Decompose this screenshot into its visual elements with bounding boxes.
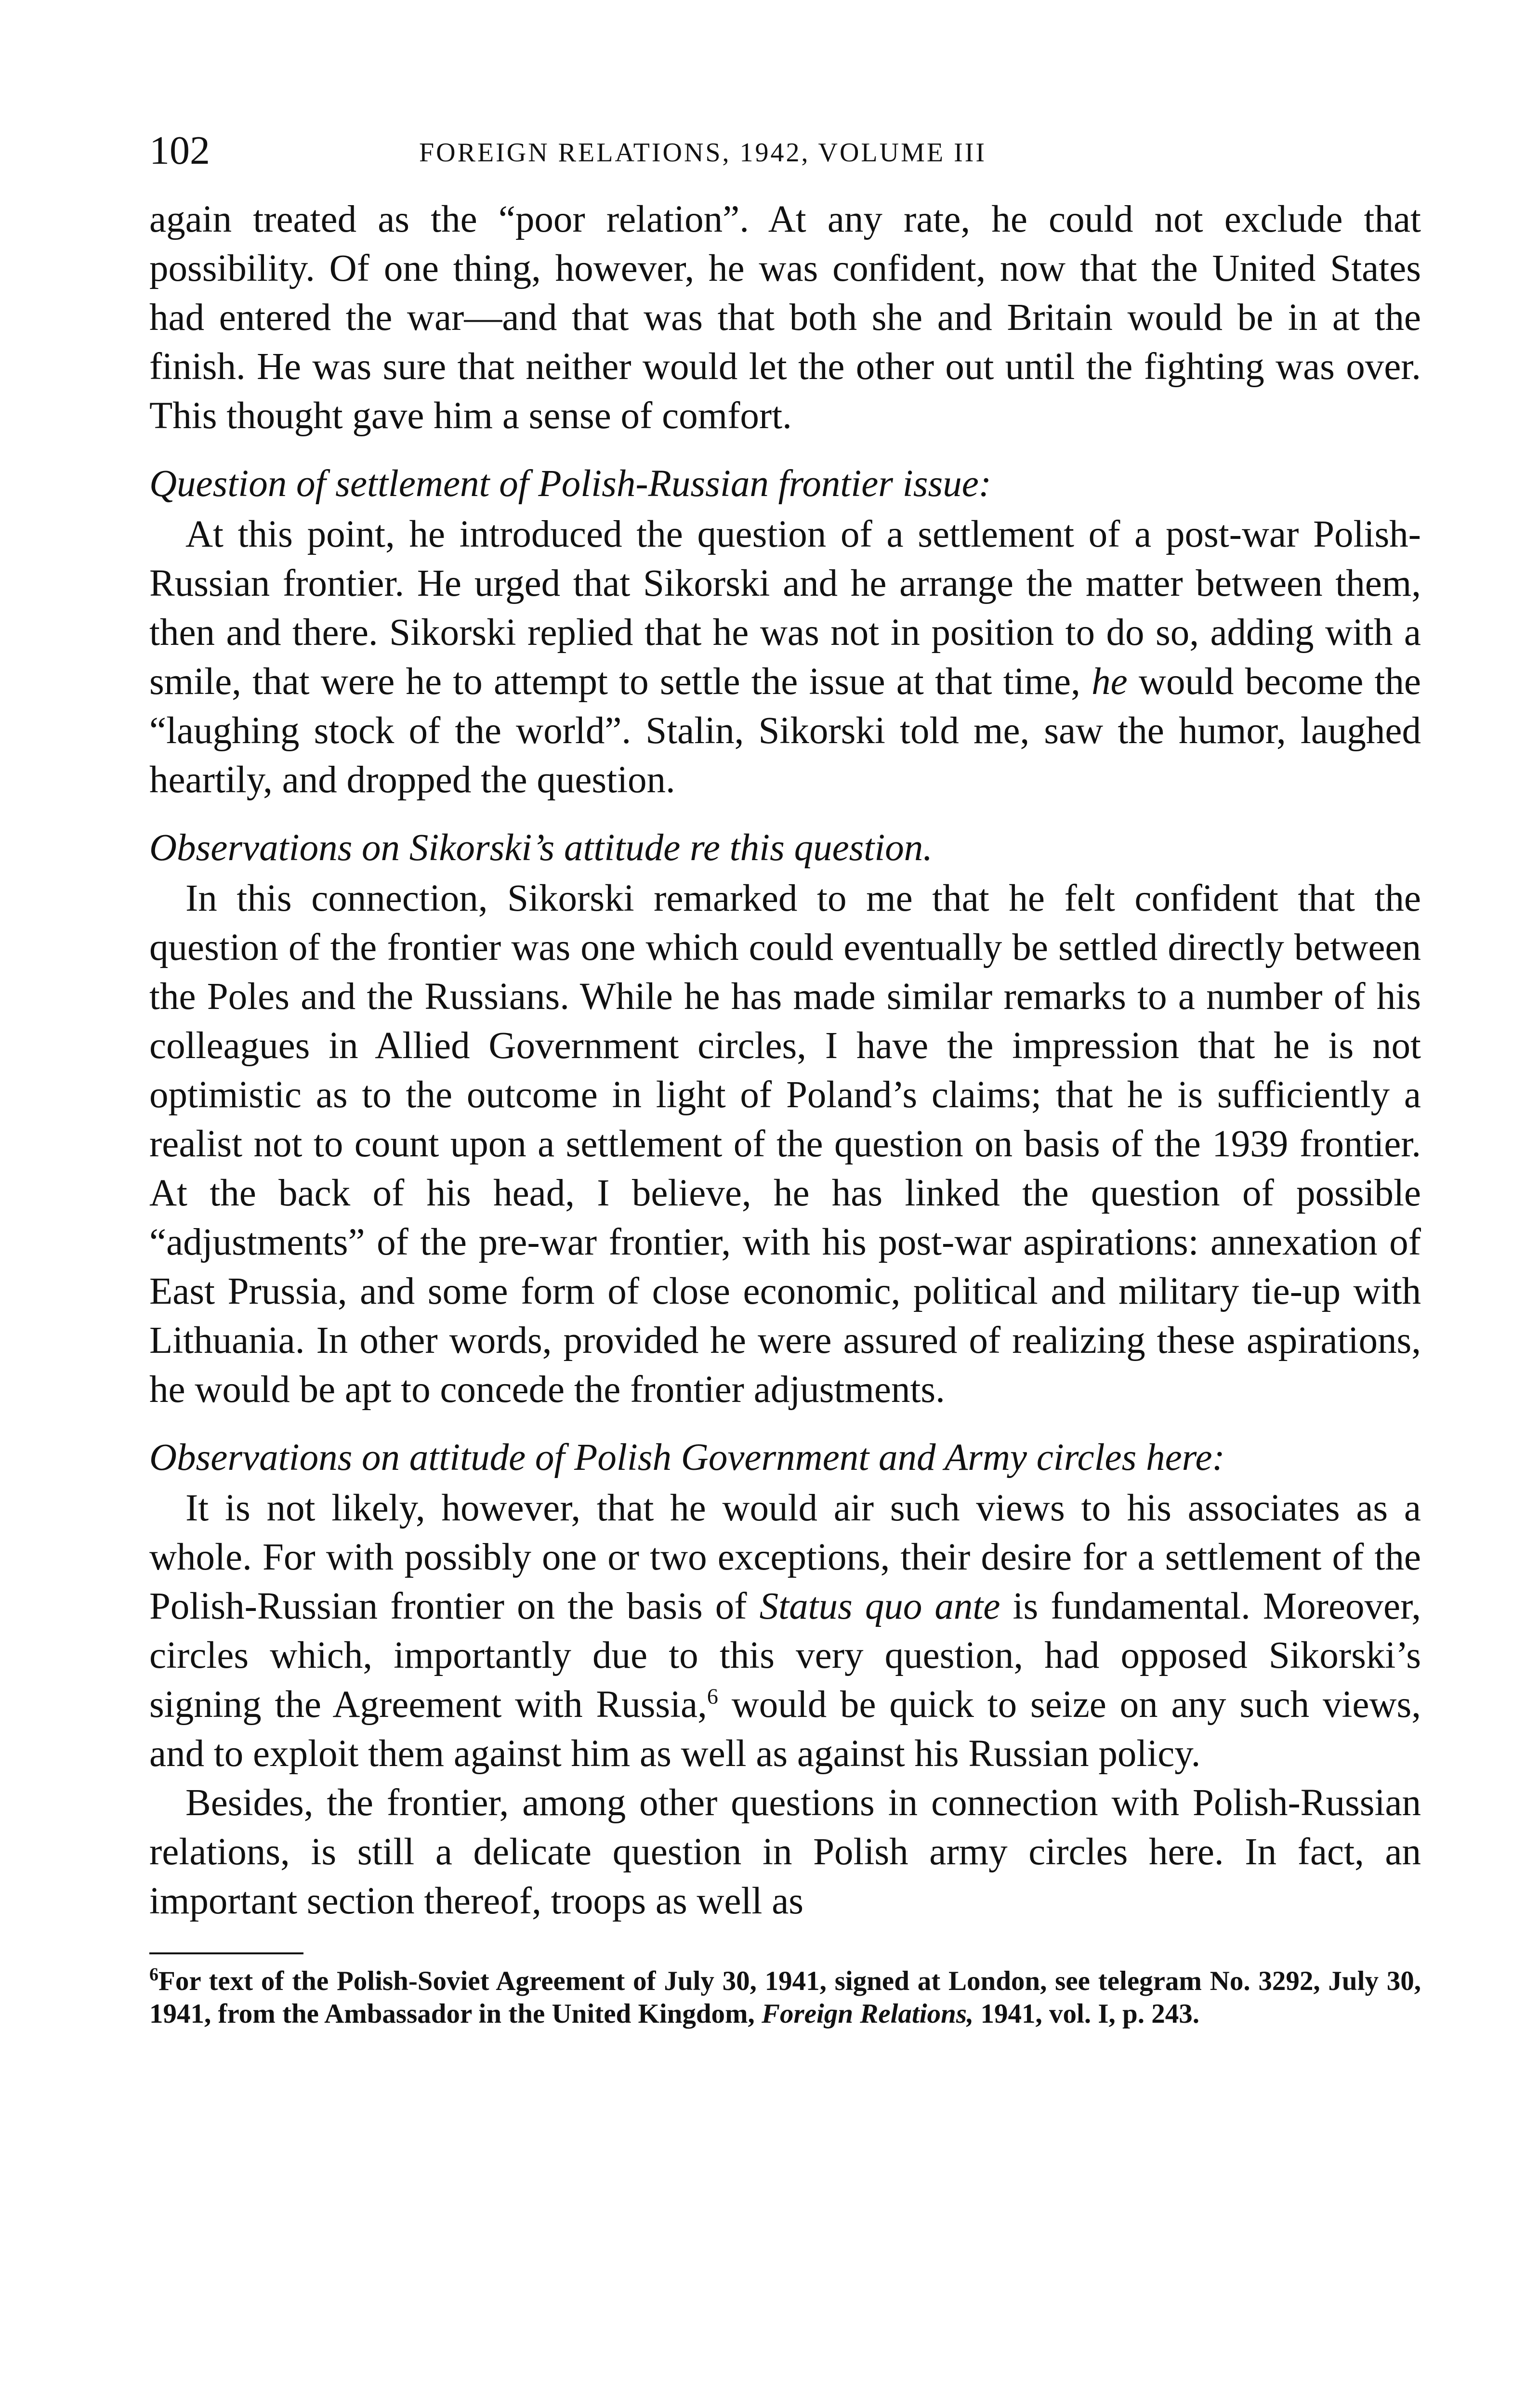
- footnote-italic-title: Foreign Relations,: [762, 1999, 974, 2029]
- document-page: [149, 123, 1421, 2030]
- page-number: 102: [149, 128, 210, 173]
- paragraph-text: It is not likely, however, that he would air such views to his associates as a whole. For with possibly one or two exceptions, their desire for a settlement of the Polish-Russian frontier on the basis of: [149, 1487, 1421, 1627]
- paragraph-text: At this point, he introduced the question of a settlement of a post-war Polish-Russian frontier. He urged that Sikorski and he arrange the matter between them, then and there. Sikorski replied that he was not in position to do so, adding with a smile, that were he to attempt to settle the issue at that time,: [149, 513, 1421, 703]
- footnote-divider: [149, 1952, 303, 1954]
- footnote-marker: 6: [149, 1964, 158, 1985]
- body-paragraph-3: In this connection, Sikorski remarked to me that he felt confident that the question of the frontier was one which could eventually be settled directly between the Poles and the Russians. While he has made similar remarks to a number of his colleagues in Allied Government circles, I have the impression that he is not optimistic as to the outcome in light of Poland’s claims; that he is sufficiently a realist not to count upon a settlement of the question on basis of the 1939 frontier. At the back of his head, I believe, he has linked the question of possible “adjustments” of the pre-war frontier, with his post-war aspirations: annexation of East Prussia, and some form of close economic, political and military tie-up with Lithuania. In other words, provided he were assured of realizing these aspirations, he would be apt to concede the frontier adjustments.: [149, 877, 1421, 1411]
- paragraph-text: is fundamental. Moreover, circles which, importantly due to this very question, had opposed Sikorski’s signing the Agreement with Russia,: [149, 1585, 1421, 1726]
- body-paragraph-2: [149, 510, 1421, 805]
- body-paragraph-4: [149, 1484, 1421, 1779]
- italic-latin-phrase: Status quo ante: [759, 1585, 1000, 1627]
- side-heading-frontier-settlement: Question of settlement of Polish-Russian frontier issue:: [149, 463, 992, 505]
- footnote-text: 1941, vol. I, p. 243.: [980, 1999, 1199, 2029]
- footnote-6: [149, 1965, 1421, 2030]
- running-title: FOREIGN RELATIONS, 1942, VOLUME III: [419, 138, 987, 168]
- italic-emphasis: he: [1092, 661, 1128, 703]
- footnote-text: For text of the Polish-Soviet Agreement of July 30, 1941, signed at London, see telegram No. 3292, July 30, 1941, from the Ambassador in the United Kingdom,: [149, 1966, 1421, 2029]
- body-paragraph-5: Besides, the frontier, among other questions in connection with Polish-Russian relations, is still a delicate question in Polish army circles here. In fact, an important section thereof, troops as well as: [149, 1782, 1421, 1922]
- paragraph-text: would be quick to seize on any such views, and to exploit them against him as well as against his Russian policy.: [149, 1684, 1421, 1775]
- paragraph-text: would become the “laughing stock of the world”. Stalin, Sikorski told me, saw the humor, laughed heartily, and dropped the question.: [149, 661, 1421, 801]
- side-heading-sikorski-attitude: Observations on Sikorski’s attitude re this question.: [149, 827, 933, 869]
- footnote-reference: 6: [707, 1684, 718, 1709]
- running-header: [149, 123, 1421, 178]
- body-paragraph-1: again treated as the “poor relation”. At any rate, he could not exclude that possibility. Of one thing, however, he was confident, now that the United States had entered the war—and that was that both she and Britain would be in at the finish. He was sure that neither would let the other out until the fighting was over. This thought gave him a sense of comfort.: [149, 198, 1421, 437]
- side-heading-polish-government-army: Observations on attitude of Polish Government and Army circles here:: [149, 1437, 1225, 1479]
